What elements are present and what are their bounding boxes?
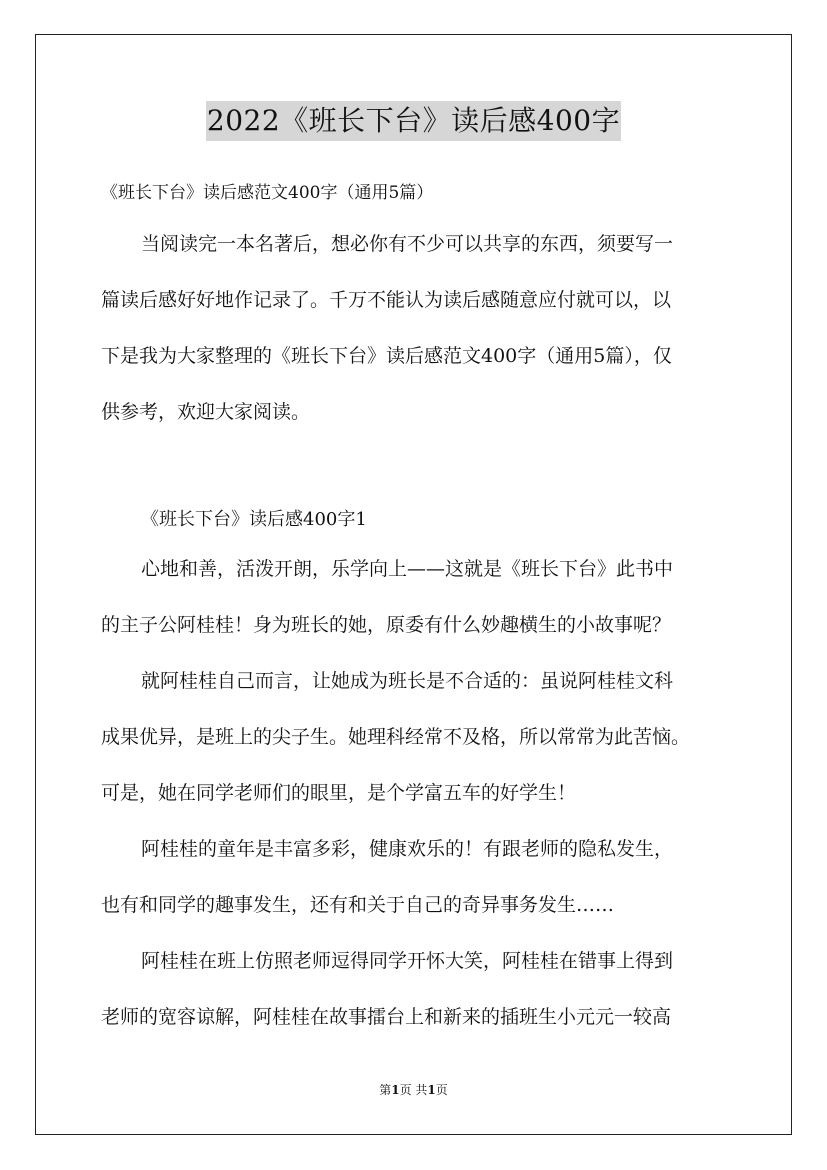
body-line: 阿桂桂的童年是丰富多彩，健康欢乐的！有跟老师的隐私发生， bbox=[141, 838, 674, 860]
intro-line: 供参考，欢迎大家阅读。 bbox=[101, 401, 311, 423]
intro-line: 当阅读完一本名著后，想必你有不少可以共享的东西，须要写一 bbox=[141, 233, 674, 255]
footer-mid: 页 共 bbox=[399, 1083, 428, 1097]
section-heading: 《班长下台》读后感400字1 bbox=[141, 509, 367, 530]
footer-page-number: 1 bbox=[391, 1083, 400, 1097]
body-line: 的主子公阿桂桂！身为班长的她，原委有什么妙趣横生的小故事呢？ bbox=[101, 614, 672, 636]
document-subtitle: 《班长下台》读后感范文400字（通用5篇） bbox=[101, 183, 434, 203]
page-footer bbox=[0, 1082, 827, 1098]
body-line: 阿桂桂在班上仿照老师逗得同学开怀大笑，阿桂桂在错事上得到 bbox=[141, 950, 674, 972]
title-container bbox=[0, 101, 827, 141]
body-line: 心地和善，活泼开朗，乐学向上——这就是《班长下台》此书中 bbox=[141, 558, 674, 580]
footer-suffix: 页 bbox=[435, 1083, 448, 1097]
document-title: 2022《班长下台》读后感400字 bbox=[206, 101, 621, 141]
body-line: 成果优异，是班上的尖子生。她理科经常不及格，所以常常为此苦恼。 bbox=[101, 726, 691, 748]
body-block-1 bbox=[101, 541, 733, 1045]
intro-line: 下是我为大家整理的《班长下台》读后感范文400字（通用5篇），仅 bbox=[101, 345, 672, 367]
body-line: 老师的宽容谅解，阿桂桂在故事擂台上和新来的插班生小元元一较高 bbox=[101, 1006, 672, 1028]
body-line: 也有和同学的趣事发生，还有和关于自己的奇异事务发生…… bbox=[101, 894, 615, 916]
body-line: 可是，她在同学老师们的眼里，是个学富五车的好学生！ bbox=[101, 782, 577, 804]
intro-line: 篇读后感好好地作记录了。千万不能认为读后感随意应付就可以，以 bbox=[101, 289, 672, 311]
intro-paragraph bbox=[101, 216, 733, 440]
body-line: 就阿桂桂自己而言，让她成为班长是不合适的：虽说阿桂桂文科 bbox=[141, 670, 674, 692]
footer-page-total: 1 bbox=[427, 1083, 436, 1097]
footer-prefix: 第 bbox=[379, 1083, 392, 1097]
